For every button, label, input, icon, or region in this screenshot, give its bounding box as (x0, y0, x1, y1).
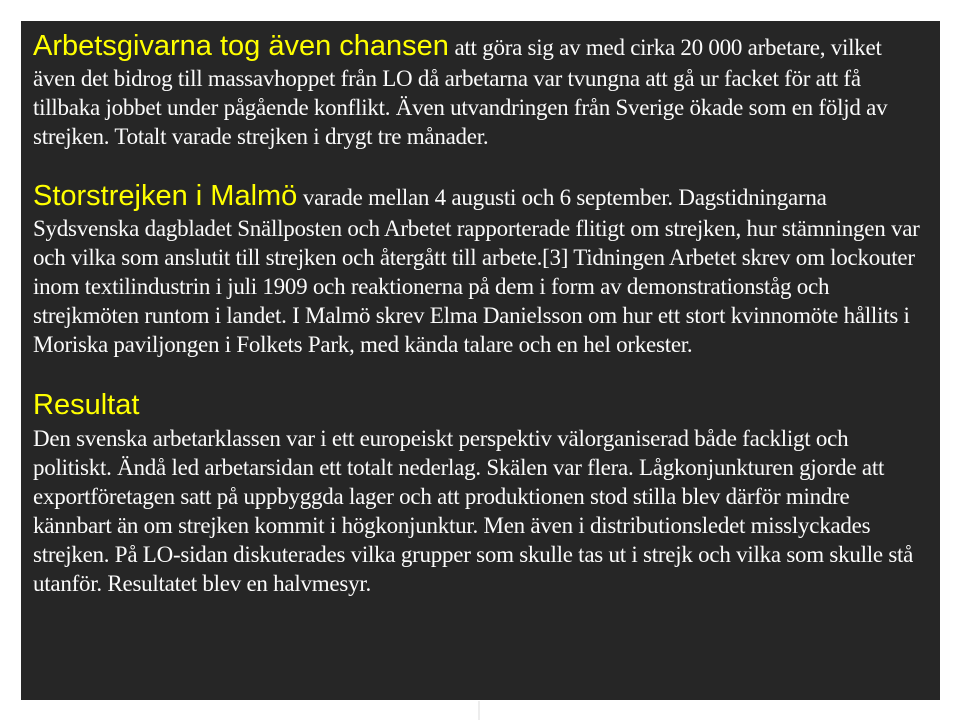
section-heading-storstrejken-i-malmo: Storstrejken i Malmö (33, 180, 298, 212)
page-edge-artifact (478, 701, 480, 720)
section-body-arbetsgivarna: att göra sig av med cirka 20 000 arbetare, vilket även det bidrog till massavhoppet från LO då arbetarna var tvungna att gå ur facket för att få tillbaka jobbet under pågående konflikt. Även utvandringen från Sverige ökade som en följd av strejken. Totalt varade strejken i drygt tre månader. (33, 35, 888, 149)
slide-canvas (21, 21, 940, 700)
section-resultat (33, 386, 929, 598)
section-storstrejken-i-malmo (33, 178, 929, 359)
section-heading-arbetsgivarna: Arbetsgivarna tog även chansen (33, 30, 449, 62)
section-arbetsgivarna (33, 28, 929, 151)
section-body-storstrejken-i-malmo: varade mellan 4 augusti och 6 september. Dagstidningarna Sydsvenska dagbladet Snällposten och Arbetet rapporterade flitigt om strejken, hur stämningen var och vilka som anslutit till strejken och återgått till arbete.[3] Tidningen Arbetet skrev om lockouter inom textilindustrin i juli 1909 och reaktionerna på dem i form av demonstrationståg och strejkmöten runtom i landet. I Malmö skrev Elma Danielsson om hur ett stort kvinnomöte hållits i Moriska paviljongen i Folkets Park, med kända talare och en hel orkester. (33, 185, 920, 357)
section-heading-resultat: Resultat (33, 389, 140, 421)
section-body-resultat: Den svenska arbetarklassen var i ett europeiskt perspektiv välorganiserad både fackligt och politiskt. Ändå led arbetarsidan ett totalt nederlag. Skälen var flera. Lågkonjunkturen gjorde att exportföretagen satt på uppbyggda lager och att produktionen stod stilla blev därför mindre kännbart än om strejken kommit i högkonjunktur. Men även i distributionsledet misslyckades strejken. På LO-sidan diskuterades vilka grupper som skulle tas ut i strejk och vilka som skulle stå utanför. Resultatet blev en halvmesyr. (33, 426, 914, 596)
